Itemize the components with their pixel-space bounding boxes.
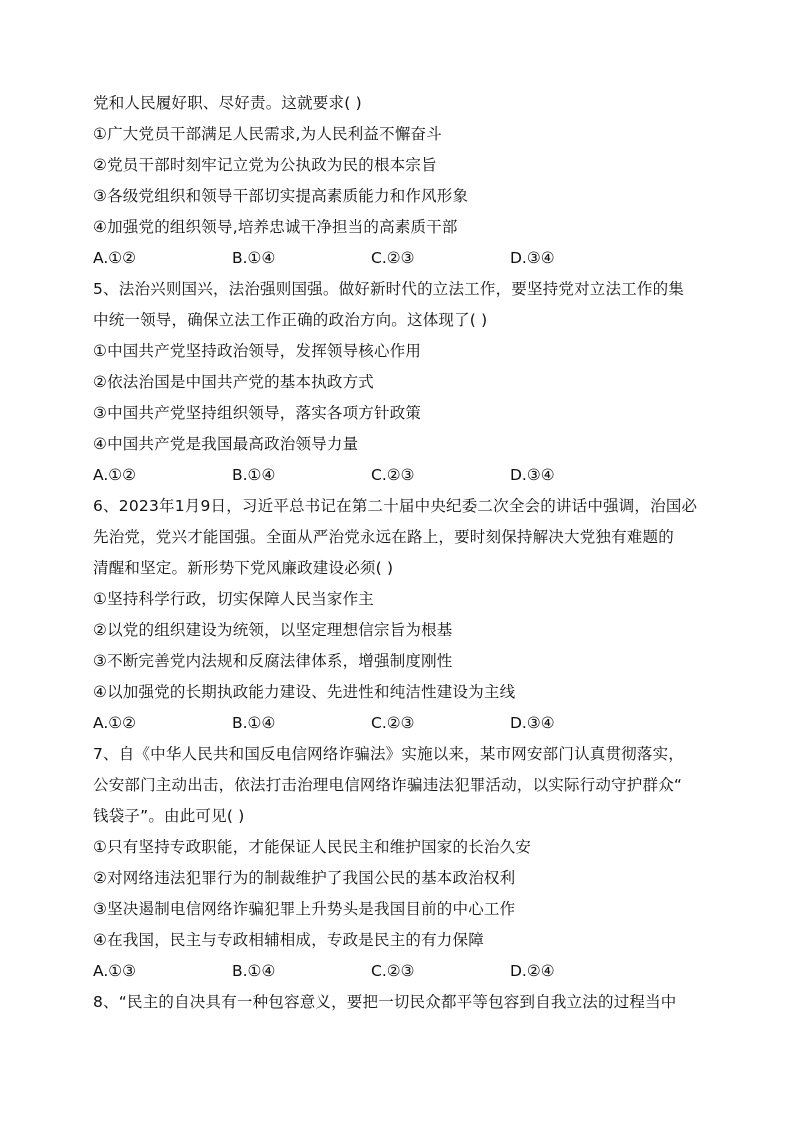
option-a: A.①②	[93, 466, 137, 484]
statement-4: ④在我国，民主与专政相辅相成，专政是民主的有力保障	[93, 931, 484, 949]
option-c: C.②③	[371, 466, 415, 484]
question-stem: 先治党，党兴才能国强。全面从严治党永远在路上，要时刻保持解决大党独有难题的	[93, 528, 674, 546]
question-stem: 清醒和坚定。新形势下党风廉政建设必须( )	[93, 559, 394, 577]
option-d: D.②④	[510, 962, 555, 980]
statement-3: ③各级党组织和领导干部切实提高素质能力和作风形象	[93, 187, 469, 205]
statement-1: ①只有坚持专政职能，才能保证人民民主和维护国家的长治久安	[93, 838, 531, 856]
option-b: B.①④	[232, 466, 276, 484]
answer-options	[93, 956, 713, 987]
option-a: A.①②	[93, 249, 137, 267]
statement-4: ④以加强党的长期执政能力建设、先进性和纯洁性建设为主线	[93, 683, 516, 701]
question-stem: 钱袋子”。由此可见( )	[93, 807, 245, 825]
question-stem: 7、自《中华人民共和国反电信网络诈骗法》实施以来，某市网安部门认真贯彻落实，	[93, 745, 684, 763]
statement-4: ④中国共产党是我国最高政治领导力量	[93, 435, 359, 453]
question-5	[93, 274, 713, 491]
question-stem: 8、“民主的自决具有一种包容意义，要把一切民众都平等包容到自我立法的过程当中	[93, 993, 677, 1011]
option-d: D.③④	[510, 466, 555, 484]
statement-1: ①中国共产党坚持政治领导，发挥领导核心作用	[93, 342, 422, 360]
question-stem: 党和人民履好职、尽好责。这就要求( )	[93, 94, 362, 112]
option-a: A.①③	[93, 962, 137, 980]
question-4	[93, 88, 713, 274]
statement-2: ②依法治国是中国共产党的基本执政方式	[93, 373, 374, 391]
question-stem: 公安部门主动出击，依法打击治理电信网络诈骗违法犯罪活动，以实际行动守护群众“	[93, 776, 683, 794]
question-7	[93, 739, 713, 987]
question-stem: 6、2023年1月9日，习近平总书记在第二十届中央纪委二次全会的讲话中强调，治国必	[93, 497, 698, 515]
statement-1: ①坚持科学行政，切实保障人民当家作主	[93, 590, 374, 608]
option-b: B.①④	[232, 962, 276, 980]
option-c: C.②③	[371, 714, 415, 732]
option-d: D.③④	[510, 249, 555, 267]
statement-4: ④加强党的组织领导,培养忠诚干净担当的高素质干部	[93, 218, 458, 236]
option-d: D.③④	[510, 714, 555, 732]
statement-2: ②对网络违法犯罪行为的制裁维护了我国公民的基本政治权利	[93, 869, 516, 887]
statement-1: ①广大党员干部满足人民需求,为人民利益不懈奋斗	[93, 125, 442, 143]
statement-3: ③坚决遏制电信网络诈骗犯罪上升势头是我国目前的中心工作	[93, 900, 516, 918]
answer-options	[93, 460, 713, 491]
statement-3: ③中国共产党坚持组织领导，落实各项方针政策	[93, 404, 422, 422]
question-stem: 5、法治兴则国兴，法治强则国强。做好新时代的立法工作，要坚持党对立法工作的集	[93, 280, 684, 298]
option-c: C.②③	[371, 962, 415, 980]
statement-2: ②以党的组织建设为统领，以坚定理想信宗旨为根基	[93, 621, 453, 639]
option-b: B.①④	[232, 249, 276, 267]
question-6	[93, 491, 713, 739]
statement-3: ③不断完善党内法规和反腐法律体系，增强制度刚性	[93, 652, 453, 670]
option-b: B.①④	[232, 714, 276, 732]
statement-2: ②党员干部时刻牢记立党为公执政为民的根本宗旨	[93, 156, 437, 174]
option-a: A.①②	[93, 714, 137, 732]
answer-options	[93, 243, 713, 274]
answer-options	[93, 708, 713, 739]
option-c: C.②③	[371, 249, 415, 267]
question-8	[93, 987, 713, 1018]
exam-page	[93, 88, 713, 1018]
question-stem: 中统一领导，确保立法工作正确的政治方向。这体现了( )	[93, 311, 488, 329]
